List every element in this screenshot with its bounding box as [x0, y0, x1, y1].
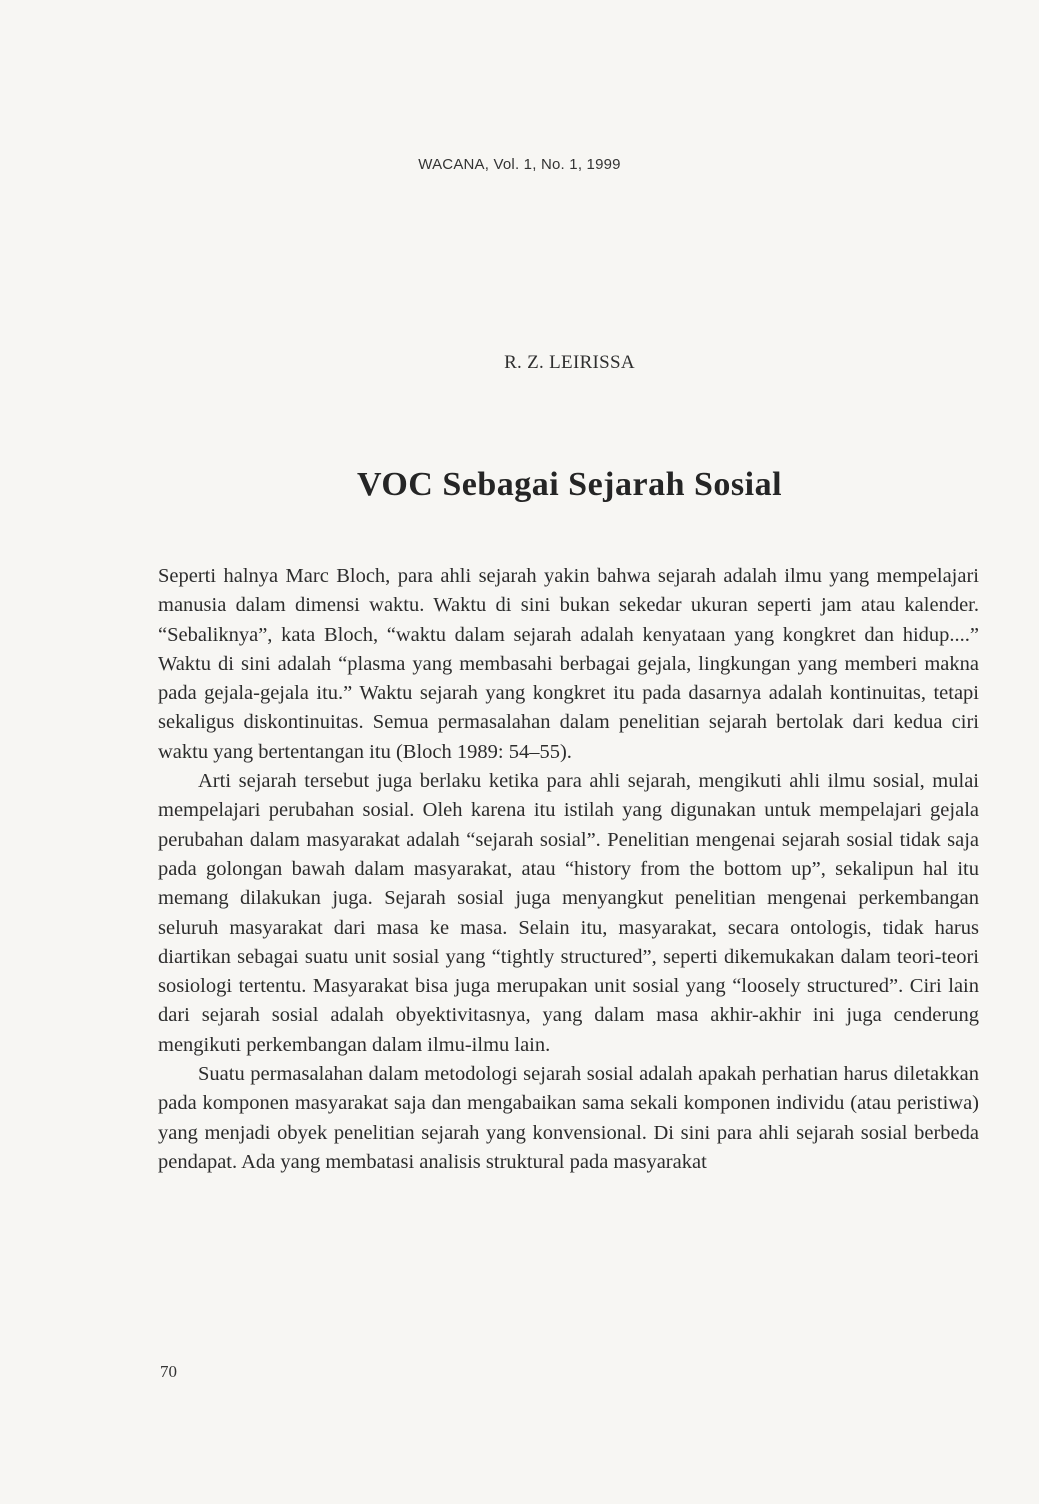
paragraph-3: Suatu permasalahan dalam metodologi sejarah sosial adalah apakah perhatian harus diletakkan pada komponen masyarakat saja dan mengabaikan sama sekali komponen individu (atau peristiwa) yang menjadi obyek penelitian sejarah yang konvensional. Di sini para ahli sejarah sosial berbeda pendapat. Ada yang membatasi analisis struktural pada masyarakat — [158, 1063, 979, 1173]
paragraph-2: Arti sejarah tersebut juga berlaku ketika para ahli sejarah, mengikuti ahli ilmu sosial, mulai mempelajari perubahan sosial. Oleh karena itu istilah yang digunakan untuk mempelajari gejala perubahan dalam masyarakat adalah “sejarah sosial”. Penelitian mengenai sejarah sosial tidak saja pada golongan bawah dalam masyarakat, atau “history from the bottom up”, sekalipun hal itu memang dilakukan juga. Sejarah sosial juga menyangkut penelitian mengenai perkembangan seluruh masyarakat dari masa ke masa. Selain itu, masyarakat, secara ontologis, tidak harus diartikan sebagai suatu unit sosial yang “tightly structured”, seperti dikemukakan dalam teori-teori sosiologi tertentu. Masyarakat bisa juga merupakan unit sosial yang “loosely structured”. Ciri lain dari sejarah sosial adalah obyektivitasnya, yang dalam masa akhir-akhir ini juga cenderung mengikuti perkembangan dalam ilmu-ilmu lain. — [158, 770, 979, 1056]
author-name: R. Z. LEIRISSA — [504, 352, 635, 373]
journal-header: WACANA, Vol. 1, No. 1, 1999 — [418, 156, 621, 173]
article-title: VOC Sebagai Sejarah Sosial — [356, 466, 783, 503]
article-body — [158, 562, 979, 1177]
page-number: 70 — [160, 1362, 177, 1381]
paragraph-1: Seperti halnya Marc Bloch, para ahli sejarah yakin bahwa sejarah adalah ilmu yang mempelajari manusia dalam dimensi waktu. Waktu di sini bukan sekedar ukuran seperti jam atau kalender. “Sebaliknya”, kata Bloch, “waktu dalam sejarah adalah kenyataan yang kongkret dan hidup....” Waktu di sini adalah “plasma yang membasahi berbagai gejala, lingkungan yang memberi makna pada gejala-gejala itu.” Waktu sejarah yang kongkret itu pada dasarnya adalah kontinuitas, tetapi sekaligus diskontinuitas. Semua permasalahan dalam penelitian sejarah bertolak dari kedua ciri waktu yang bertentangan itu (Bloch 1989: 54–55). — [158, 565, 979, 763]
